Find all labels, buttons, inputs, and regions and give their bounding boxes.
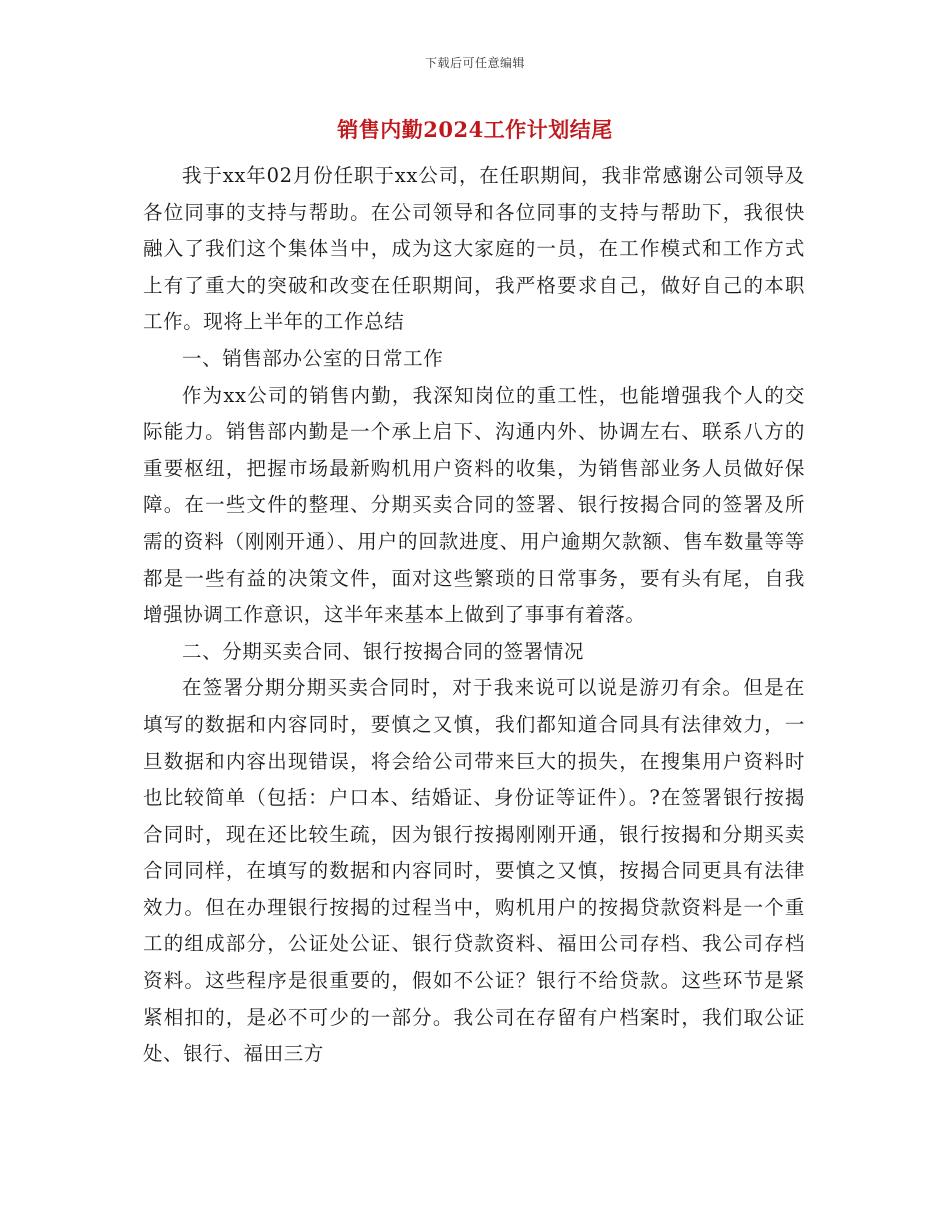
- section-heading-1: 一、销售部办公室的日常工作: [182, 346, 444, 370]
- section-heading-2: 二、分期买卖合同、银行按揭合同的签署情况: [182, 639, 585, 663]
- paragraph-intro: 我于xx年02月份任职于xx公司，在任职期间，我非常感谢公司领导及各位同事的支持与帮助。在公司领导和各位同事的支持与帮助下，我很快融入了我们这个集体当中，成为这大家庭的一员，在工作模式和工作方式上有了重大的突破和改变在任职期间，我严格要求自己，做好自己的本职工作。现将上半年的工作总结: [143, 164, 805, 334]
- paragraph-section-1: 作为xx公司的销售内勤，我深知岗位的重工性，也能增强我个人的交际能力。销售部内勤是一个承上启下、沟通内外、协调左右、联系八方的重要枢纽，把握市场最新购机用户资料的收集，为销售部业务人员做好保障。在一些文件的整理、分期买卖合同的签署、银行按揭合同的签署及所需的资料（刚刚开通）、用户的回款进度、用户逾期欠款额、售车数量等等都是一些有益的决策文件，面对这些繁琐的日常事务，要有头有尾，自我增强协调工作意识，这半年来基本上做到了事事有着落。: [143, 383, 805, 627]
- document-title: 销售内勤2024工作计划结尾: [337, 117, 613, 142]
- document-body: [143, 158, 805, 1073]
- header-note: 下载后可任意编辑: [424, 56, 525, 70]
- paragraph-section-2: 在签署分期分期买卖合同时，对于我来说可以说是游刃有余。但是在填写的数据和内容同时，要慎之又慎，我们都知道合同具有法律效力，一旦数据和内容出现错误，将会给公司带来巨大的损失，在搜集用户资料时也比较简单（包括：户口本、结婚证、身份证等证件）。?在签署银行按揭合同时，现在还比较生疏，因为银行按揭刚刚开通，银行按揭和分期买卖合同同样，在填写的数据和内容同时，要慎之又慎，按揭合同更具有法律效力。但在办理银行按揭的过程当中，购机用户的按揭贷款资料是一个重工的组成部分，公证处公证、银行贷款资料、福田公司存档、我公司存档资料。这些程序是很重要的，假如不公证？银行不给贷款。这些环节是紧紧相扣的，是必不可少的一部分。我公司在存留有户档案时，我们取公证处、银行、福田三方: [143, 676, 805, 1066]
